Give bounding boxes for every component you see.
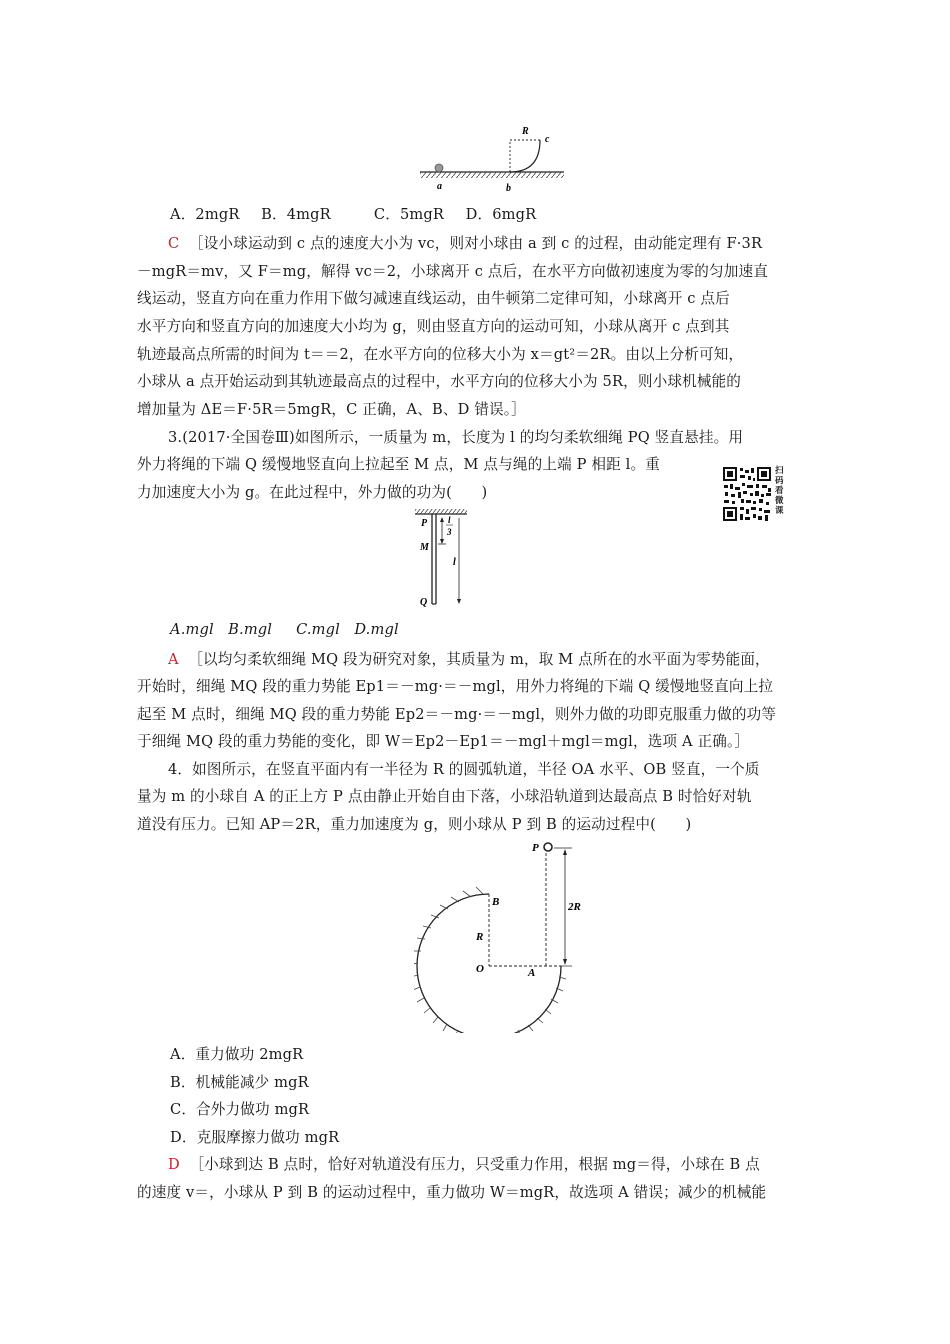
figure-track-abc [418,122,568,194]
q4-answer-letter: D [168,1156,180,1173]
label-2R: 2R [568,901,581,913]
q4-answer-line-2: 的速度 v＝，小球从 P 到 B 的运动过程中，重力做功 W＝mgR，故选项 A 错误；减少的机械能 [137,1184,767,1201]
rope-diagram [413,508,475,608]
q2-answer-line-2: －mgR＝mv，又 F＝mg，解得 vc＝2，小球离开 c 点后，在水平方向做初速度为零的匀加速直 [137,263,768,280]
q3-answer-line-2: 开始时，细绳 MQ 段的重力势能 Ep1＝－mg·＝－mgl，用外力将绳的下端 Q 缓慢地竖直向上拉 [137,678,774,695]
q4-option-a: A．重力做功 2mgR [170,1046,304,1063]
q3-answer-line-1: A ［以均匀柔软细绳 MQ 段为研究对象，其质量为 m，取 M 点所在的水平面为零势能面， [168,651,770,668]
circular-track-diagram [414,838,604,1033]
label-O: O [476,963,484,975]
label-P: P [532,842,539,854]
label-A: A [528,967,536,979]
label-B: B [492,896,500,908]
label-c: c [545,134,550,145]
q3-answer-letter: A [168,651,179,668]
q2-option-a: A．2mgR [170,206,240,223]
q3-options [170,620,850,640]
ball-icon [544,843,552,851]
q2-answer-line-1: C ［设小球运动到 c 点的速度大小为 vc，则对小球由 a 到 c 的过程，由动能定理有 F·3R [168,235,763,252]
qr-code-block[interactable] [722,466,796,524]
label-Q: Q [420,597,428,608]
q4-stem-line-1: 4．如图所示，在竖直平面内有一半径为 R 的圆弧轨道，半径 OA 水平、OB 竖直，一个质 [168,761,760,778]
q4-option-c: C．合外力做功 mgR [170,1101,310,1118]
q3-option-d: D.mgl [354,621,399,638]
label-M: M [420,542,429,553]
track-diagram [418,122,568,194]
q2-option-d: D．6mgR [465,206,537,223]
q2-answer-line-5: 轨迹最高点所需的时间为 t＝＝2，在水平方向的位移大小为 x＝gt²＝2R。由以上分析可知， [137,346,744,363]
q3-stem-line-1: 3.(2017·全国卷Ⅲ)如图所示，一质量为 m，长度为 l 的均匀柔软细绳 PQ 竖直悬挂。用 [168,429,744,446]
q4-answer-line-1: D ［小球到达 B 点时，恰好对轨道没有压力，只受重力作用，根据 mg＝得，小球在 B 点 [168,1156,760,1173]
label-l-top: l [448,515,451,525]
qr-caption: 扫码看微课 [775,466,784,516]
q3-answer-line-3: 起至 M 点时，细绳 MQ 段的重力势能 Ep2＝－mg·＝－mgl，则外力做的功即克服重力做的功等 [137,706,777,723]
qr-code-icon [722,466,772,522]
q2-option-b: B．4mgR [261,206,331,223]
q2-answer-line-6: 小球从 a 点开始运动到其轨迹最高点的过程中，水平方向的位移大小为 5R，则小球机械能的 [137,373,742,390]
figure-rope [413,508,475,608]
label-three: 3 [447,527,452,537]
label-P: P [421,518,428,529]
figure-circular-track [414,838,604,1033]
q2-answer-line-3: 线运动，竖直方向在重力作用下做匀减速直线运动，由牛顿第二定律可知，小球离开 c 点后 [137,290,730,307]
q3-stem-line-3: 力加速度大小为 g。在此过程中，外力做的功为( ) [137,484,488,501]
q4-stem-line-2: 量为 m 的小球自 A 的正上方 P 点由静止开始自由下落，小球沿轨道到达最高点 B 时恰好对轨 [137,788,752,805]
q4-option-d: D．克服摩擦力做功 mgR [170,1129,340,1146]
q4-option-b: B．机械能减少 mgR [170,1074,309,1091]
q2-options [170,205,850,225]
q3-option-a: A.mgl [170,621,214,638]
label-a: a [437,181,442,192]
q2-option-c: C．5mgR [373,206,445,223]
q2-answer-line-4: 水平方向和竖直方向的加速度大小均为 g，则由竖直方向的运动可知，小球从离开 c 点到其 [137,318,730,335]
label-l-mid: l [453,557,456,568]
label-b: b [506,183,511,194]
q4-stem-line-3: 道没有压力。已知 AP＝2R，重力加速度为 g，则小球从 P 到 B 的运动过程中( ) [137,816,692,833]
q3-option-b: B.mgl [228,621,273,638]
label-R: R [522,126,529,137]
track-hatching [414,887,566,1033]
label-R: R [476,931,484,943]
q2-answer-line-7: 增加量为 ΔE＝F·5R＝5mgR，C 正确，A、B、D 错误。］ [137,401,526,418]
q2-answer-letter: C [168,235,180,252]
q3-answer-line-4: 于细绳 MQ 段的重力势能的变化，即 W＝Ep2－Ep1＝－mgl＋mgl＝mgl，选项 A 正确。］ [137,733,750,750]
q3-stem-line-2: 外力将绳的下端 Q 缓慢地竖直向上拉起至 M 点，M 点与绳的上端 P 相距 l。重 [137,456,660,473]
q3-option-c: C.mgl [296,621,340,638]
